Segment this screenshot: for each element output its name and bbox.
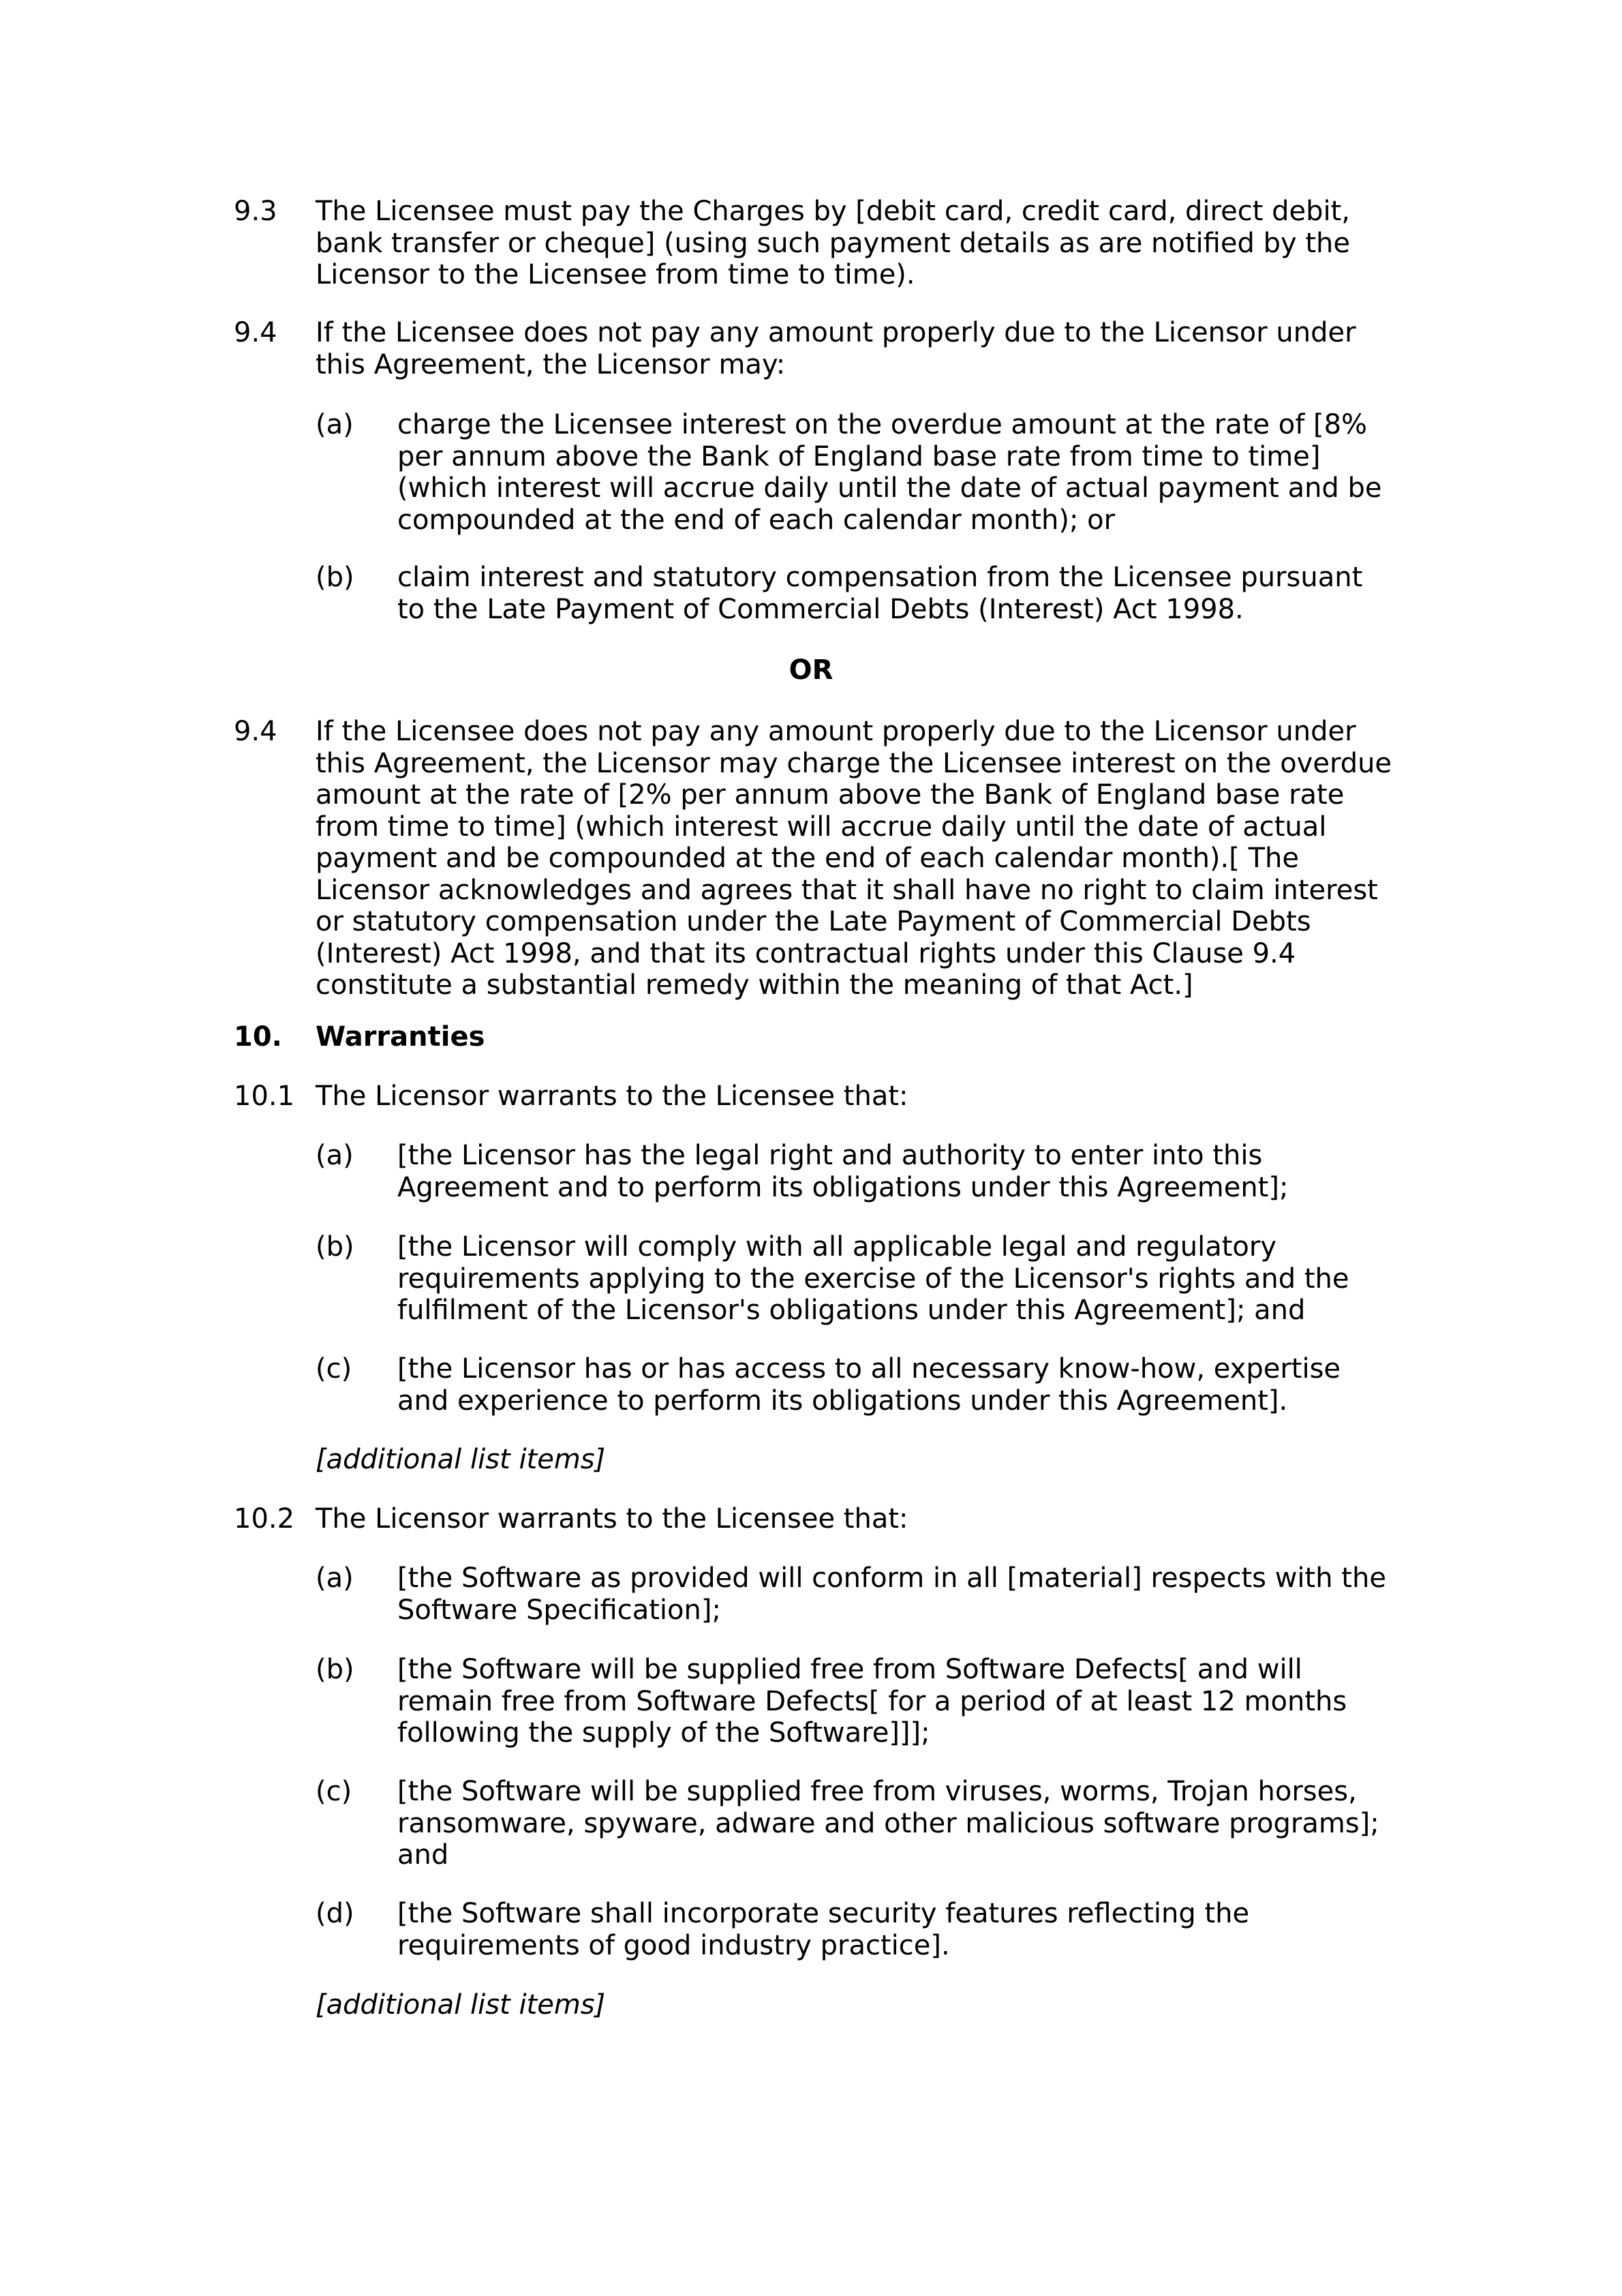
list-item bbox=[397, 1353, 1420, 1417]
text-line: The Licensor warrants to the Licensee that: bbox=[316, 1081, 908, 1112]
text-line: amount at the rate of [2% per annum above the Bank of England base rate bbox=[316, 779, 1345, 811]
list-item bbox=[397, 1231, 1420, 1327]
text-line: Licensor acknowledges and agrees that it shall have no right to claim interest bbox=[316, 874, 1378, 906]
text-line: this Agreement, the Licensor may: bbox=[316, 348, 786, 380]
text-line: [the Software as provided will conform in all [material] respects with the bbox=[397, 1562, 1386, 1594]
text-line: and bbox=[397, 1839, 449, 1871]
item-letter: (c) bbox=[316, 1353, 352, 1385]
additional-list-items: [additional list items] bbox=[316, 1444, 606, 1475]
item-letter: (a) bbox=[316, 1140, 354, 1171]
text-line: [the Software will be supplied free from viruses, worms, Trojan horses, bbox=[397, 1776, 1357, 1807]
text-line: compounded at the end of each calendar month); or bbox=[397, 504, 1116, 536]
text-line: requirements applying to the exercise of the Licensor's rights and the bbox=[397, 1263, 1349, 1295]
text-line: (Interest) Act 1998, and that its contractual rights under this Clause 9.4 bbox=[316, 937, 1296, 969]
clause-number: 10.2 bbox=[234, 1503, 295, 1535]
text-line: Software Specification]; bbox=[397, 1594, 721, 1626]
text-line: from time to time] (which interest will accrue daily until the date of actual bbox=[316, 811, 1327, 843]
text-line: remain free from Software Defects[ for a period of at least 12 months bbox=[397, 1685, 1347, 1717]
clause-number: 9.4 bbox=[234, 716, 277, 747]
section-title: Warranties bbox=[316, 1021, 485, 1053]
list-item bbox=[397, 1776, 1420, 1871]
item-letter: (d) bbox=[316, 1898, 354, 1929]
list-item bbox=[397, 1654, 1420, 1749]
clause-number: 9.4 bbox=[234, 317, 277, 348]
text-line: If the Licensee does not pay any amount properly due to the Licensor under bbox=[316, 317, 1356, 348]
text-line: [the Licensor has or has access to all necessary know-how, expertise bbox=[397, 1353, 1341, 1385]
text-line: constitute a substantial remedy within the meaning of that Act.] bbox=[316, 969, 1193, 1001]
text-line: [the Software will be supplied free from Software Defects[ and will bbox=[397, 1654, 1302, 1685]
text-line: and experience to perform its obligations under this Agreement]. bbox=[397, 1385, 1288, 1417]
item-letter: (b) bbox=[316, 1231, 354, 1263]
clause-number: 10.1 bbox=[234, 1081, 295, 1112]
text-line: ransomware, spyware, adware and other malicious software programs]; bbox=[397, 1807, 1379, 1839]
text-line: to the Late Payment of Commercial Debts (Interest) Act 1998. bbox=[397, 593, 1244, 625]
clause-text bbox=[316, 317, 1406, 380]
text-line: this Agreement, the Licensor may charge the Licensee interest on the overdue bbox=[316, 747, 1392, 779]
text-line: Agreement and to perform its obligations under this Agreement]; bbox=[397, 1171, 1289, 1203]
clause-text bbox=[316, 1503, 1406, 1535]
text-line: payment and be compounded at the end of each calendar month).[ The bbox=[316, 843, 1299, 874]
clause-number: 9.3 bbox=[234, 196, 277, 227]
clause-text bbox=[316, 1081, 1406, 1113]
text-line: bank transfer or cheque] (using such payment details as are notified by the bbox=[316, 227, 1350, 259]
text-line: The Licensor warrants to the Licensee that: bbox=[316, 1503, 908, 1535]
text-line: requirements of good industry practice]. bbox=[397, 1929, 950, 1961]
text-line: fulfilment of the Licensor's obligations under this Agreement]; and bbox=[397, 1295, 1306, 1326]
list-item bbox=[397, 1140, 1420, 1203]
text-line: charge the Licensee interest on the overdue amount at the rate of [8% bbox=[397, 409, 1368, 440]
clause-text bbox=[316, 716, 1406, 1001]
item-letter: (c) bbox=[316, 1776, 352, 1807]
item-letter: (b) bbox=[316, 1654, 354, 1685]
list-item bbox=[397, 562, 1420, 625]
text-line: following the supply of the Software]]]; bbox=[397, 1717, 930, 1749]
text-line: Licensor to the Licensee from time to time). bbox=[316, 259, 915, 290]
text-line: [the Software shall incorporate security features reflecting the bbox=[397, 1898, 1250, 1929]
list-item bbox=[397, 1562, 1420, 1626]
text-line: If the Licensee does not pay any amount properly due to the Licensor under bbox=[316, 716, 1356, 747]
or-separator: OR bbox=[789, 654, 833, 686]
text-line: per annum above the Bank of England base rate from time to time] bbox=[397, 440, 1321, 472]
item-letter: (b) bbox=[316, 562, 354, 593]
list-item bbox=[397, 1898, 1420, 1961]
text-line: The Licensee must pay the Charges by [debit card, credit card, direct debit, bbox=[316, 196, 1350, 227]
text-line: [the Licensor will comply with all applicable legal and regulatory bbox=[397, 1231, 1276, 1263]
item-letter: (a) bbox=[316, 409, 354, 440]
additional-list-items: [additional list items] bbox=[316, 1989, 606, 2021]
item-letter: (a) bbox=[316, 1562, 354, 1594]
text-line: claim interest and statutory compensation from the Licensee pursuant bbox=[397, 562, 1363, 593]
text-line: or statutory compensation under the Late Payment of Commercial Debts bbox=[316, 906, 1311, 937]
section-number: 10. bbox=[234, 1021, 282, 1053]
clause-text bbox=[316, 196, 1406, 291]
text-line: [the Licensor has the legal right and authority to enter into this bbox=[397, 1140, 1263, 1171]
list-item bbox=[397, 409, 1420, 536]
text-line: (which interest will accrue daily until the date of actual payment and be bbox=[397, 472, 1382, 504]
